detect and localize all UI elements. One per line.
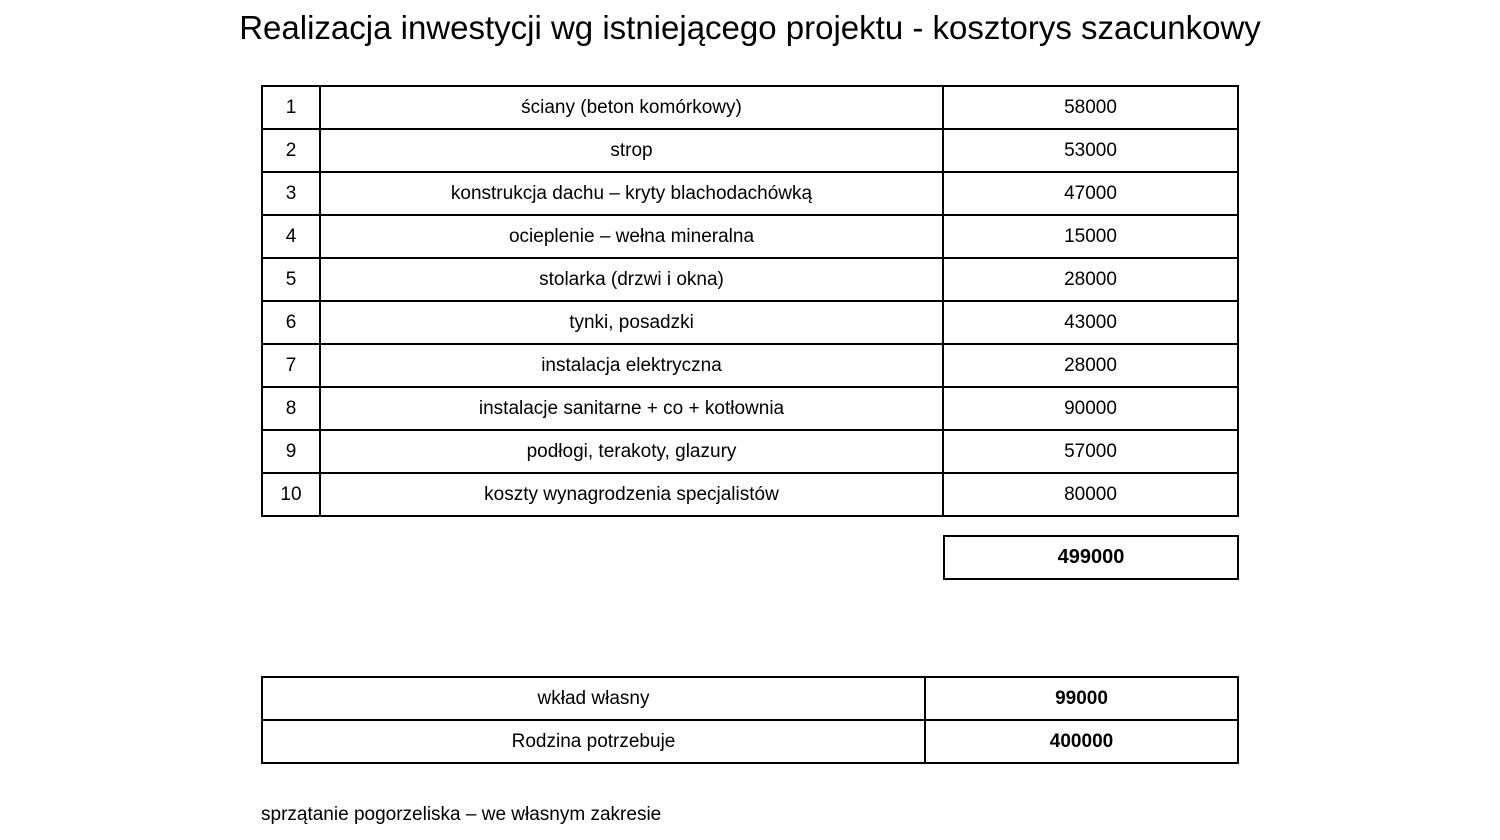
total-cost: 499000 <box>943 535 1239 580</box>
summary-amount: 99000 <box>925 677 1238 720</box>
cost-estimate-table <box>261 85 1239 517</box>
summary-amount: 400000 <box>925 720 1238 763</box>
table-row <box>262 86 1238 129</box>
table-row <box>262 430 1238 473</box>
table-row <box>262 387 1238 430</box>
table-row <box>262 301 1238 344</box>
item-cost: 28000 <box>943 344 1238 387</box>
page-title: Realizacja inwestycji wg istniejącego projektu - kosztorys szacunkowy <box>239 9 1261 46</box>
table-row <box>262 473 1238 516</box>
item-number: 3 <box>262 172 320 215</box>
item-cost: 15000 <box>943 215 1238 258</box>
item-cost: 53000 <box>943 129 1238 172</box>
item-number: 6 <box>262 301 320 344</box>
item-name: ocieplenie – wełna mineralna <box>320 215 943 258</box>
item-number: 5 <box>262 258 320 301</box>
table-row <box>262 720 1238 763</box>
item-cost: 47000 <box>943 172 1238 215</box>
table-row <box>262 215 1238 258</box>
table-row <box>262 344 1238 387</box>
table-row <box>262 258 1238 301</box>
funding-summary-table <box>261 676 1239 764</box>
item-name: koszty wynagrodzenia specjalistów <box>320 473 943 516</box>
item-number: 2 <box>262 129 320 172</box>
item-name: stolarka (drzwi i okna) <box>320 258 943 301</box>
item-number: 10 <box>262 473 320 516</box>
item-cost: 57000 <box>943 430 1238 473</box>
item-number: 8 <box>262 387 320 430</box>
item-name: instalacja elektryczna <box>320 344 943 387</box>
item-name: tynki, posadzki <box>320 301 943 344</box>
item-cost: 90000 <box>943 387 1238 430</box>
item-cost: 58000 <box>943 86 1238 129</box>
item-number: 4 <box>262 215 320 258</box>
summary-label: Rodzina potrzebuje <box>262 720 925 763</box>
cost-table-body <box>262 86 1238 516</box>
item-cost: 28000 <box>943 258 1238 301</box>
item-name: konstrukcja dachu – kryty blachodachówką <box>320 172 943 215</box>
table-row <box>262 172 1238 215</box>
item-cost: 43000 <box>943 301 1238 344</box>
summary-table-body <box>262 677 1238 763</box>
item-name: strop <box>320 129 943 172</box>
footnote: sprzątanie pogorzeliska – we własnym zakresie <box>261 804 662 825</box>
item-number: 1 <box>262 86 320 129</box>
item-number: 7 <box>262 344 320 387</box>
item-name: instalacje sanitarne + co + kotłownia <box>320 387 943 430</box>
item-cost: 80000 <box>943 473 1238 516</box>
table-row <box>262 677 1238 720</box>
item-name: podłogi, terakoty, glazury <box>320 430 943 473</box>
item-number: 9 <box>262 430 320 473</box>
item-name: ściany (beton komórkowy) <box>320 86 943 129</box>
table-row <box>262 129 1238 172</box>
summary-label: wkład własny <box>262 677 925 720</box>
